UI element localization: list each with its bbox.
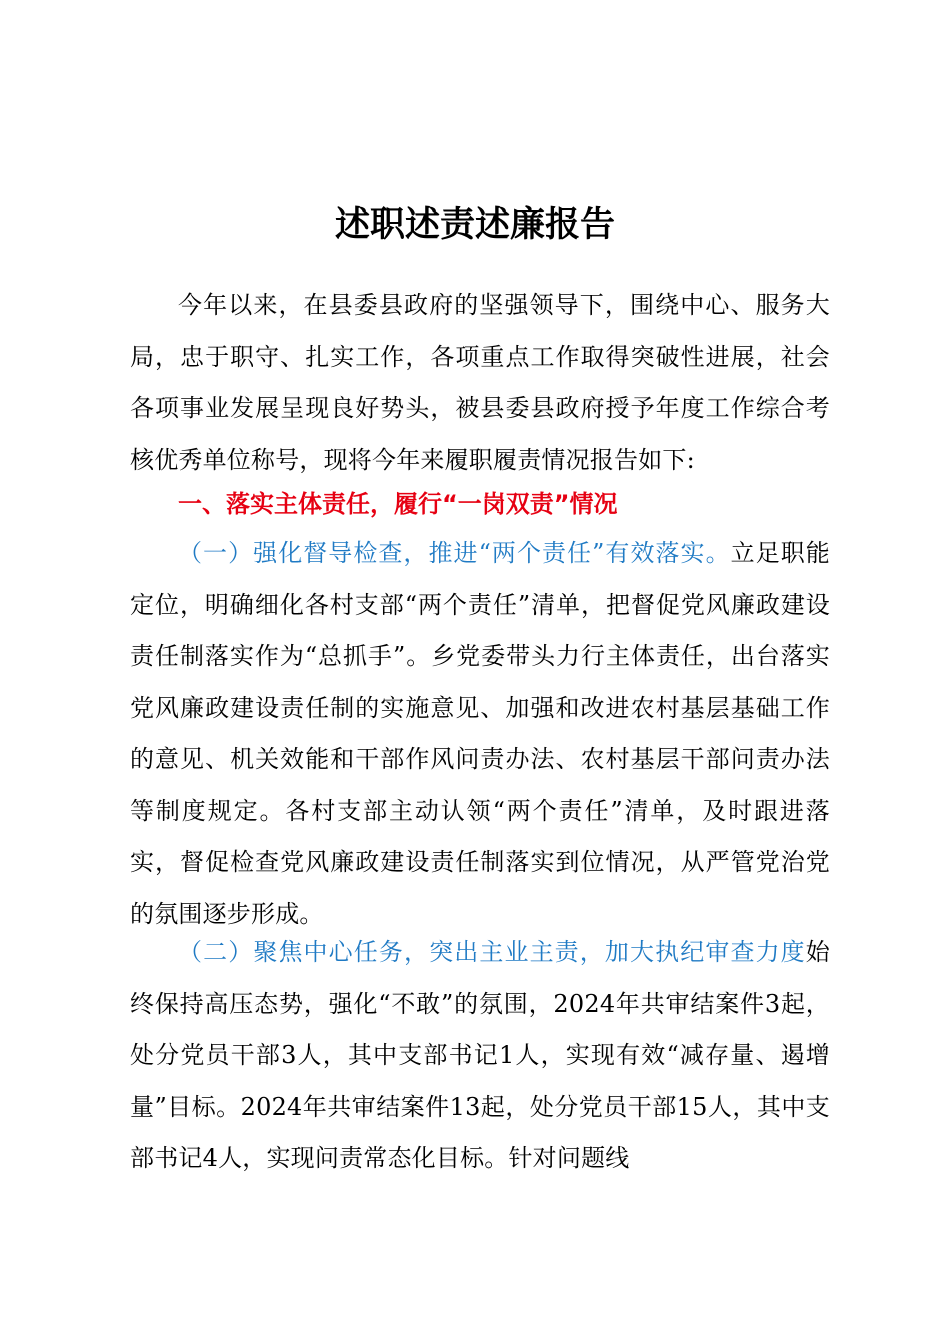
text-part-2: 始终保持高压态势，强化“不敢”的氛围，2024年共审结案件3起，处分党员干部3人，其中支部书记1人，实现有效“减存量、遏增量”目标。2024年共审结案件13起，处分党员干部15人，其中支部书记4人，实现问责常态化目标。针对问题线 — [130, 938, 830, 1172]
paragraph-part-1 — [130, 528, 830, 940]
subheading-part-2: （二）聚焦中心任务，突出主业主责，加大执纪审查力度 — [178, 938, 806, 966]
document-title: 述职述责述廉报告 — [334, 205, 615, 245]
text-part-1: 立足职能定位，明确细化各村支部“两个责任”清单，把督促党风廉政建设责任制落实作为“总抓手”。乡党委带头力行主体责任，出台落实党风廉政建设责任制的实施意见、加强和改进农村基层基础工作的意见、机关效能和干部作风问责办法、农村基层干部问责办法等制度规定。各村支部主动认领“两个责任”清单，及时跟进落实，督促检查党风廉政建设责任制落实到位情况，从严管党治党的氛围逐步形成。 — [130, 539, 830, 928]
section-heading-1: 一、落实主体责任，履行“一岗双责”情况 — [178, 490, 618, 518]
subheading-part-1: （一）强化督导检查，推进“两个责任”有效落实。 — [178, 539, 731, 567]
intro-paragraph: 今年以来，在县委县政府的坚强领导下，围绕中心、服务大局，忠于职守、扎实工作，各项重点工作取得突破性进展，社会各项事业发展呈现良好势头，被县委县政府授予年度工作综合考核优秀单位称号，现将今年来履职履责情况报告如下: — [130, 291, 830, 474]
paragraph-part-2 — [130, 927, 830, 1185]
